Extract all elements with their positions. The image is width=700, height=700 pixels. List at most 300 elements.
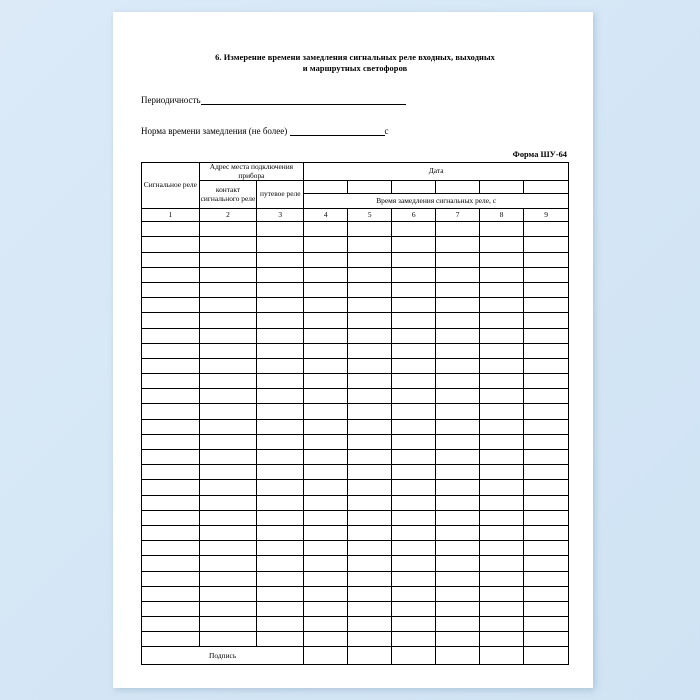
table-cell[interactable] xyxy=(392,298,436,313)
signature-cell[interactable] xyxy=(392,647,436,665)
table-cell[interactable] xyxy=(304,510,348,525)
document-title xyxy=(155,52,555,74)
field-delay-norm xyxy=(141,125,569,136)
table-cell[interactable] xyxy=(142,298,200,313)
table-cell[interactable] xyxy=(392,525,436,540)
table-cell[interactable] xyxy=(392,282,436,297)
table-cell[interactable] xyxy=(524,480,569,495)
table-cell[interactable] xyxy=(348,298,392,313)
table-cell[interactable] xyxy=(304,617,348,632)
table-cell[interactable] xyxy=(480,556,524,571)
table-cell[interactable] xyxy=(142,450,200,465)
table-row xyxy=(142,571,569,586)
table-cell[interactable] xyxy=(436,601,480,616)
table-cell[interactable] xyxy=(524,525,569,540)
table-cell[interactable] xyxy=(436,541,480,556)
table-cell[interactable] xyxy=(480,313,524,328)
table-cell[interactable] xyxy=(142,541,200,556)
table-cell[interactable] xyxy=(436,525,480,540)
table-cell[interactable] xyxy=(304,525,348,540)
table-cell[interactable] xyxy=(142,404,200,419)
table-cell[interactable] xyxy=(480,404,524,419)
table-cell[interactable] xyxy=(392,313,436,328)
table-cell[interactable] xyxy=(436,282,480,297)
table-cell[interactable] xyxy=(524,267,569,282)
table-cell[interactable] xyxy=(199,510,257,525)
table-cell[interactable] xyxy=(480,358,524,373)
table-cell[interactable] xyxy=(142,389,200,404)
table-cell[interactable] xyxy=(392,434,436,449)
document-title-line2: и маршрутных светофоров xyxy=(302,64,408,73)
table-cell[interactable] xyxy=(524,328,569,343)
table-row xyxy=(142,267,569,282)
table-cell[interactable] xyxy=(480,480,524,495)
table-cell[interactable] xyxy=(524,313,569,328)
table-cell[interactable] xyxy=(524,389,569,404)
table-row xyxy=(142,374,569,389)
table-cell[interactable] xyxy=(348,389,392,404)
table-cell[interactable] xyxy=(480,434,524,449)
table-cell[interactable] xyxy=(524,632,569,647)
table-cell[interactable] xyxy=(348,328,392,343)
table-cell[interactable] xyxy=(199,541,257,556)
table-cell[interactable] xyxy=(199,450,257,465)
table-cell[interactable] xyxy=(392,404,436,419)
table-cell[interactable] xyxy=(524,237,569,252)
table-cell[interactable] xyxy=(199,571,257,586)
table-header-row-2 xyxy=(142,181,569,194)
table-cell[interactable] xyxy=(199,374,257,389)
table-cell[interactable] xyxy=(199,480,257,495)
table-cell[interactable] xyxy=(257,556,304,571)
table-cell[interactable] xyxy=(199,404,257,419)
table-cell[interactable] xyxy=(436,465,480,480)
signature-cell[interactable] xyxy=(304,647,348,665)
table-cell[interactable] xyxy=(199,222,257,237)
table-cell[interactable] xyxy=(142,434,200,449)
table-cell[interactable] xyxy=(199,358,257,373)
table-cell[interactable] xyxy=(257,389,304,404)
table-cell[interactable] xyxy=(348,419,392,434)
table-cell[interactable] xyxy=(436,389,480,404)
header-contact-signal-relay: контакт сигнального реле xyxy=(199,181,257,209)
table-cell[interactable] xyxy=(480,525,524,540)
table-cell[interactable] xyxy=(142,419,200,434)
table-cell[interactable] xyxy=(392,601,436,616)
table-cell[interactable] xyxy=(304,358,348,373)
header-signal-relay: Сигнальное реле xyxy=(142,163,200,209)
table-cell[interactable] xyxy=(348,465,392,480)
table-cell[interactable] xyxy=(257,404,304,419)
table-cell[interactable] xyxy=(524,343,569,358)
table-cell[interactable] xyxy=(392,374,436,389)
table-cell[interactable] xyxy=(392,237,436,252)
table-cell[interactable] xyxy=(524,374,569,389)
table-cell[interactable] xyxy=(257,617,304,632)
table-cell[interactable] xyxy=(304,404,348,419)
table-cell[interactable] xyxy=(348,480,392,495)
table-cell[interactable] xyxy=(436,480,480,495)
table-cell[interactable] xyxy=(257,495,304,510)
table-cell[interactable] xyxy=(436,571,480,586)
table-cell[interactable] xyxy=(348,450,392,465)
table-cell[interactable] xyxy=(392,419,436,434)
table-cell[interactable] xyxy=(436,343,480,358)
table-cell[interactable] xyxy=(199,267,257,282)
table-cell[interactable] xyxy=(524,252,569,267)
table-cell[interactable] xyxy=(199,343,257,358)
table-cell[interactable] xyxy=(436,374,480,389)
form-number: Форма ШУ-64 xyxy=(512,150,567,159)
field-periodicity-label: Периодичность xyxy=(141,95,201,105)
table-cell[interactable] xyxy=(348,601,392,616)
table-cell[interactable] xyxy=(257,343,304,358)
table-cell[interactable] xyxy=(257,298,304,313)
table-cell[interactable] xyxy=(392,541,436,556)
table-cell[interactable] xyxy=(142,556,200,571)
table-cell[interactable] xyxy=(392,450,436,465)
measurement-table xyxy=(141,162,569,665)
table-cell[interactable] xyxy=(142,495,200,510)
table-row xyxy=(142,586,569,601)
table-cell[interactable] xyxy=(199,252,257,267)
table-cell[interactable] xyxy=(304,419,348,434)
table-cell[interactable] xyxy=(304,586,348,601)
table-cell[interactable] xyxy=(142,601,200,616)
table-cell[interactable] xyxy=(480,343,524,358)
table-cell[interactable] xyxy=(348,358,392,373)
table-cell[interactable] xyxy=(348,267,392,282)
table-body xyxy=(142,222,569,647)
table-cell[interactable] xyxy=(392,343,436,358)
table-cell[interactable] xyxy=(524,222,569,237)
table-cell[interactable] xyxy=(480,586,524,601)
table-cell[interactable] xyxy=(392,328,436,343)
table-cell[interactable] xyxy=(392,571,436,586)
table-cell[interactable] xyxy=(436,267,480,282)
table-cell[interactable] xyxy=(304,374,348,389)
table-cell[interactable] xyxy=(436,404,480,419)
table-cell[interactable] xyxy=(257,358,304,373)
date-cell[interactable] xyxy=(480,181,524,194)
table-cell[interactable] xyxy=(436,252,480,267)
table-cell[interactable] xyxy=(348,617,392,632)
table-cell[interactable] xyxy=(392,480,436,495)
table-cell[interactable] xyxy=(480,510,524,525)
table-cell[interactable] xyxy=(524,450,569,465)
table-cell[interactable] xyxy=(436,450,480,465)
table-cell[interactable] xyxy=(480,465,524,480)
table-cell[interactable] xyxy=(199,237,257,252)
table-cell[interactable] xyxy=(348,222,392,237)
table-row xyxy=(142,404,569,419)
table-cell[interactable] xyxy=(304,480,348,495)
table-cell[interactable] xyxy=(480,237,524,252)
table-cell[interactable] xyxy=(436,419,480,434)
table-cell[interactable] xyxy=(348,586,392,601)
table-cell[interactable] xyxy=(199,525,257,540)
table-cell[interactable] xyxy=(142,465,200,480)
table-cell[interactable] xyxy=(304,282,348,297)
table-cell[interactable] xyxy=(199,632,257,647)
table-cell[interactable] xyxy=(480,450,524,465)
table-row xyxy=(142,525,569,540)
table-cell[interactable] xyxy=(524,404,569,419)
table-cell[interactable] xyxy=(524,541,569,556)
table-cell[interactable] xyxy=(480,541,524,556)
table-cell[interactable] xyxy=(436,556,480,571)
table-cell[interactable] xyxy=(257,450,304,465)
table-cell[interactable] xyxy=(392,632,436,647)
table-cell[interactable] xyxy=(142,313,200,328)
table-cell[interactable] xyxy=(142,328,200,343)
table-cell[interactable] xyxy=(348,556,392,571)
table-cell[interactable] xyxy=(199,601,257,616)
table-cell[interactable] xyxy=(480,495,524,510)
table-cell[interactable] xyxy=(199,556,257,571)
header-connection-address: Адрес места подключения прибора xyxy=(199,163,304,181)
signature-cell[interactable] xyxy=(480,647,524,665)
table-cell[interactable] xyxy=(348,571,392,586)
table-cell[interactable] xyxy=(257,525,304,540)
table-cell[interactable] xyxy=(257,541,304,556)
table-cell[interactable] xyxy=(480,632,524,647)
table-cell[interactable] xyxy=(257,434,304,449)
table-cell[interactable] xyxy=(348,252,392,267)
table-cell[interactable] xyxy=(392,267,436,282)
table-cell[interactable] xyxy=(304,632,348,647)
table-cell[interactable] xyxy=(199,465,257,480)
table-cell[interactable] xyxy=(436,632,480,647)
table-cell[interactable] xyxy=(436,237,480,252)
table-cell[interactable] xyxy=(524,434,569,449)
table-cell[interactable] xyxy=(142,252,200,267)
table-cell[interactable] xyxy=(436,617,480,632)
table-cell[interactable] xyxy=(436,313,480,328)
table-cell[interactable] xyxy=(257,480,304,495)
table-cell[interactable] xyxy=(304,298,348,313)
table-cell[interactable] xyxy=(304,434,348,449)
table-cell[interactable] xyxy=(304,541,348,556)
table-cell[interactable] xyxy=(436,586,480,601)
table-cell[interactable] xyxy=(436,222,480,237)
table-cell[interactable] xyxy=(142,480,200,495)
table-cell[interactable] xyxy=(304,389,348,404)
table-cell[interactable] xyxy=(304,222,348,237)
table-row xyxy=(142,450,569,465)
signature-cell[interactable] xyxy=(524,647,569,665)
table-cell[interactable] xyxy=(199,298,257,313)
table-cell[interactable] xyxy=(199,586,257,601)
table-cell[interactable] xyxy=(436,434,480,449)
table-cell[interactable] xyxy=(348,525,392,540)
table-cell[interactable] xyxy=(142,586,200,601)
table-cell[interactable] xyxy=(524,571,569,586)
table-cell[interactable] xyxy=(257,267,304,282)
table-cell[interactable] xyxy=(304,328,348,343)
field-delay-norm-suffix: с xyxy=(384,126,389,136)
table-cell[interactable] xyxy=(142,571,200,586)
table-row xyxy=(142,282,569,297)
table-cell[interactable] xyxy=(142,343,200,358)
table-cell[interactable] xyxy=(348,541,392,556)
field-delay-norm-input[interactable] xyxy=(290,125,385,136)
table-cell[interactable] xyxy=(480,374,524,389)
table-cell[interactable] xyxy=(142,374,200,389)
table-row xyxy=(142,222,569,237)
header-date: Дата xyxy=(304,163,569,181)
table-row xyxy=(142,434,569,449)
signature-cell[interactable] xyxy=(348,647,392,665)
table-cell[interactable] xyxy=(257,237,304,252)
table-row xyxy=(142,617,569,632)
table-cell[interactable] xyxy=(348,374,392,389)
table-cell[interactable] xyxy=(257,601,304,616)
table-row xyxy=(142,313,569,328)
table-cell[interactable] xyxy=(257,282,304,297)
table-cell[interactable] xyxy=(257,586,304,601)
date-cell[interactable] xyxy=(304,181,348,194)
table-cell[interactable] xyxy=(480,571,524,586)
table-cell[interactable] xyxy=(524,465,569,480)
table-cell[interactable] xyxy=(524,586,569,601)
table-cell[interactable] xyxy=(257,222,304,237)
table-cell[interactable] xyxy=(199,389,257,404)
table-row xyxy=(142,510,569,525)
table-cell[interactable] xyxy=(304,267,348,282)
table-cell[interactable] xyxy=(480,267,524,282)
table-cell[interactable] xyxy=(436,495,480,510)
table-cell[interactable] xyxy=(524,358,569,373)
table-cell[interactable] xyxy=(436,298,480,313)
table-cell[interactable] xyxy=(142,510,200,525)
table-cell[interactable] xyxy=(348,404,392,419)
table-cell[interactable] xyxy=(142,632,200,647)
table-cell[interactable] xyxy=(142,358,200,373)
table-cell[interactable] xyxy=(436,328,480,343)
table-cell[interactable] xyxy=(392,222,436,237)
table-cell[interactable] xyxy=(436,358,480,373)
table-cell[interactable] xyxy=(480,328,524,343)
table-cell[interactable] xyxy=(199,313,257,328)
table-cell[interactable] xyxy=(392,586,436,601)
table-cell[interactable] xyxy=(142,222,200,237)
table-cell[interactable] xyxy=(524,419,569,434)
table-cell[interactable] xyxy=(257,465,304,480)
table-cell[interactable] xyxy=(524,282,569,297)
table-cell[interactable] xyxy=(142,525,200,540)
table-cell[interactable] xyxy=(257,419,304,434)
table-cell[interactable] xyxy=(257,252,304,267)
table-cell[interactable] xyxy=(257,328,304,343)
table-cell[interactable] xyxy=(304,343,348,358)
table-cell[interactable] xyxy=(304,495,348,510)
table-column-numbers-row xyxy=(142,209,569,222)
date-cell[interactable] xyxy=(524,181,569,194)
table-cell[interactable] xyxy=(142,617,200,632)
table-cell[interactable] xyxy=(480,252,524,267)
table-cell[interactable] xyxy=(199,617,257,632)
table-cell[interactable] xyxy=(348,343,392,358)
table-cell[interactable] xyxy=(257,510,304,525)
table-cell[interactable] xyxy=(480,601,524,616)
table-cell[interactable] xyxy=(142,267,200,282)
table-cell[interactable] xyxy=(142,282,200,297)
table-cell[interactable] xyxy=(257,374,304,389)
table-cell[interactable] xyxy=(199,328,257,343)
table-cell[interactable] xyxy=(348,282,392,297)
column-number: 5 xyxy=(348,209,392,222)
table-cell[interactable] xyxy=(392,556,436,571)
table-cell[interactable] xyxy=(480,389,524,404)
table-cell[interactable] xyxy=(436,510,480,525)
date-cell[interactable] xyxy=(348,181,392,194)
table-cell[interactable] xyxy=(304,313,348,328)
table-row xyxy=(142,601,569,616)
table-cell[interactable] xyxy=(348,237,392,252)
table-cell[interactable] xyxy=(524,617,569,632)
table-cell[interactable] xyxy=(348,434,392,449)
table-cell[interactable] xyxy=(392,465,436,480)
table-cell[interactable] xyxy=(392,510,436,525)
table-cell[interactable] xyxy=(304,571,348,586)
table-cell[interactable] xyxy=(524,510,569,525)
table-cell[interactable] xyxy=(199,434,257,449)
table-cell[interactable] xyxy=(348,632,392,647)
table-cell[interactable] xyxy=(304,450,348,465)
table-cell[interactable] xyxy=(304,252,348,267)
table-cell[interactable] xyxy=(524,601,569,616)
table-cell[interactable] xyxy=(304,465,348,480)
table-cell[interactable] xyxy=(480,298,524,313)
table-row xyxy=(142,465,569,480)
table-cell[interactable] xyxy=(480,222,524,237)
table-cell[interactable] xyxy=(480,282,524,297)
table-cell[interactable] xyxy=(392,389,436,404)
table-cell[interactable] xyxy=(257,571,304,586)
date-cell[interactable] xyxy=(392,181,436,194)
table-cell[interactable] xyxy=(480,617,524,632)
table-cell[interactable] xyxy=(304,601,348,616)
table-cell[interactable] xyxy=(348,313,392,328)
table-cell[interactable] xyxy=(257,632,304,647)
table-cell[interactable] xyxy=(392,358,436,373)
table-cell[interactable] xyxy=(392,252,436,267)
field-periodicity-input[interactable] xyxy=(201,94,406,105)
table-cell[interactable] xyxy=(304,556,348,571)
table-cell[interactable] xyxy=(199,495,257,510)
date-cell[interactable] xyxy=(436,181,480,194)
table-cell[interactable] xyxy=(480,419,524,434)
table-cell[interactable] xyxy=(392,617,436,632)
table-cell[interactable] xyxy=(524,298,569,313)
table-cell[interactable] xyxy=(524,556,569,571)
table-cell[interactable] xyxy=(199,419,257,434)
table-row xyxy=(142,541,569,556)
table-cell[interactable] xyxy=(524,495,569,510)
table-cell[interactable] xyxy=(304,237,348,252)
table-cell[interactable] xyxy=(199,282,257,297)
signature-cell[interactable] xyxy=(436,647,480,665)
table-cell[interactable] xyxy=(257,313,304,328)
table-cell[interactable] xyxy=(392,495,436,510)
table-cell[interactable] xyxy=(348,510,392,525)
document-page xyxy=(113,12,593,688)
table-cell[interactable] xyxy=(348,495,392,510)
header-track-relay: путевое реле xyxy=(257,181,304,209)
table-cell[interactable] xyxy=(142,237,200,252)
table-row xyxy=(142,389,569,404)
